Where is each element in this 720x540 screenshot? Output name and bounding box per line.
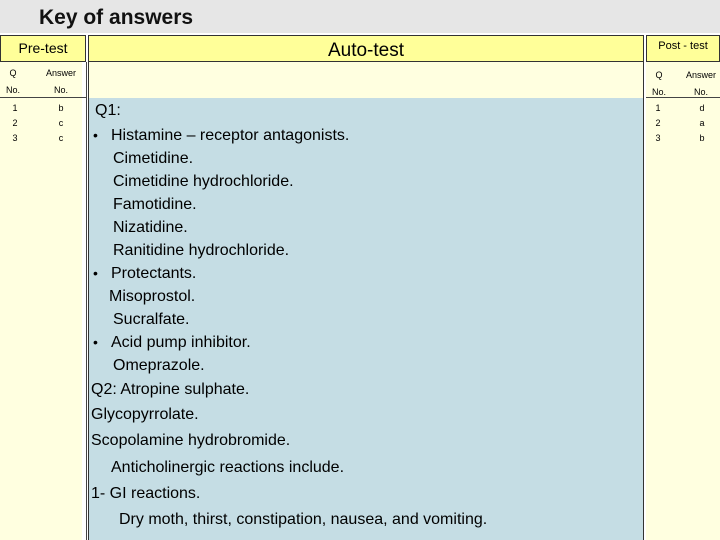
autotest-content bbox=[88, 98, 644, 540]
pretest-header bbox=[0, 35, 86, 62]
posttest-no-label: No. bbox=[651, 87, 666, 97]
pretest-header-label: Pre-test bbox=[18, 40, 68, 56]
posttest-answer-label: Answer bbox=[685, 70, 716, 80]
page-title: Key of answers bbox=[39, 6, 194, 29]
posttest-header bbox=[646, 35, 720, 62]
list-item: d bbox=[699, 103, 705, 113]
list-item: a bbox=[699, 118, 705, 128]
content-line: Famotidine. bbox=[113, 196, 197, 213]
content-line-text: Protectants. bbox=[111, 265, 197, 282]
list-item: b bbox=[699, 133, 705, 143]
list-item: c bbox=[58, 133, 64, 143]
content-line: Omeprazole. bbox=[113, 357, 205, 374]
pretest-divider bbox=[0, 97, 86, 98]
list-item: 1 bbox=[12, 103, 18, 113]
content-line: Glycopyrrolate. bbox=[91, 406, 199, 423]
pretest-answers bbox=[48, 101, 74, 146]
pretest-answer-column-header bbox=[38, 65, 84, 99]
question-2-line: Q2: Atropine sulphate. bbox=[91, 381, 250, 398]
pretest-q-label: Q bbox=[9, 68, 17, 78]
content-line: 1- GI reactions. bbox=[91, 485, 201, 502]
list-item: 2 bbox=[655, 118, 661, 128]
list-item: 3 bbox=[655, 133, 661, 143]
autotest-header bbox=[88, 35, 644, 62]
list-item: 3 bbox=[12, 133, 18, 143]
content-line: Anticholinergic reactions include. bbox=[111, 459, 345, 476]
autotest-header-label: Auto-test bbox=[327, 40, 405, 61]
pretest-q-column-header bbox=[0, 65, 26, 99]
posttest-answer-no-label: No. bbox=[693, 87, 708, 97]
content-line bbox=[93, 265, 196, 283]
posttest-answers bbox=[692, 101, 712, 146]
pretest-question-numbers bbox=[0, 101, 30, 146]
content-line: Misoprostol. bbox=[109, 288, 196, 305]
bullet-icon: • bbox=[93, 334, 98, 350]
posttest-q-label: Q bbox=[655, 70, 663, 80]
list-item: 1 bbox=[655, 103, 661, 113]
list-item: b bbox=[58, 103, 64, 113]
content-line-text: Acid pump inhibitor. bbox=[111, 334, 251, 351]
content-line: Scopolamine hydrobromide. bbox=[91, 432, 291, 449]
content-line: Ranitidine hydrochloride. bbox=[113, 242, 290, 259]
content-line: Nizatidine. bbox=[113, 219, 188, 236]
list-item: 2 bbox=[12, 118, 18, 128]
title-bar bbox=[0, 0, 720, 33]
posttest-divider bbox=[646, 97, 720, 98]
pretest-answer-no-label: No. bbox=[53, 85, 68, 95]
bullet-icon: • bbox=[93, 127, 98, 143]
posttest-header-label: Post - test bbox=[658, 40, 708, 52]
content-line-text: Histamine – receptor antagonists. bbox=[111, 127, 350, 144]
posttest-question-numbers bbox=[646, 101, 670, 146]
pretest-answer-label: Answer bbox=[45, 68, 76, 78]
posttest-answer-column-header bbox=[682, 67, 720, 101]
posttest-q-column-header bbox=[646, 67, 672, 101]
question-1-label: Q1: bbox=[95, 102, 121, 119]
content-line: Dry moth, thirst, constipation, nausea, and vomiting. bbox=[119, 511, 488, 528]
pretest-no-label: No. bbox=[5, 85, 20, 95]
content-line bbox=[93, 127, 349, 145]
content-line: Sucralfate. bbox=[113, 311, 190, 328]
pretest-border bbox=[86, 62, 87, 540]
autotest-subheader bbox=[88, 62, 644, 98]
list-item: c bbox=[58, 118, 64, 128]
content-line: Cimetidine hydrochloride. bbox=[113, 173, 294, 190]
bullet-icon: • bbox=[93, 265, 98, 281]
content-line bbox=[93, 334, 251, 352]
content-line: Cimetidine. bbox=[113, 150, 194, 167]
